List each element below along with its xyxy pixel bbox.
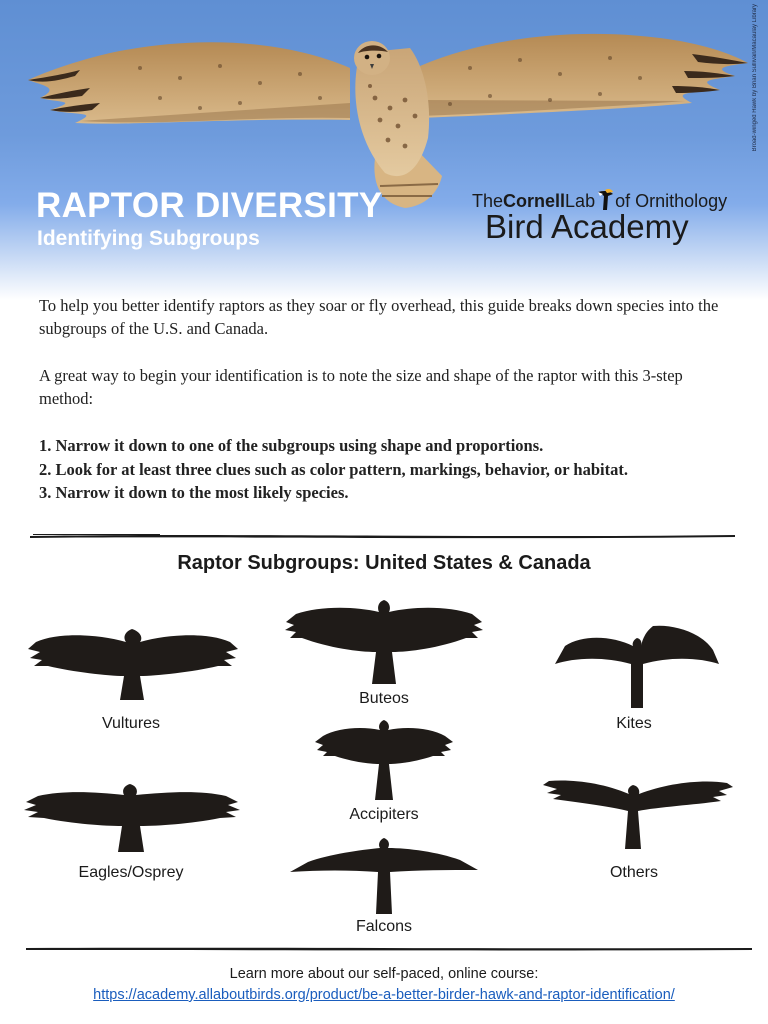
intro-paragraph: To help you better identify raptors as they soar or fly overhead, this guide breaks down species into the subgroups of the U.S. and Canada. [39,296,719,338]
buteo-silhouette [284,598,484,686]
bottom-divider [0,945,768,953]
course-link[interactable]: https://academy.allaboutbirds.org/product/be-a-better-birder-hawk-and-raptor-identification/ [93,987,675,1003]
steps-list [39,434,739,505]
page-title: RAPTOR DIVERSITY [36,186,383,225]
method-paragraph: A great way to begin your identification is to note the size and shape of the raptor with this 3-step method: [39,366,683,408]
falcon-silhouette [290,836,478,916]
label-kites: Kites [616,715,652,732]
label-accipiters: Accipiters [349,806,419,823]
logo-ornithology: of Ornithology [615,191,728,211]
accipiter-silhouette [315,718,453,802]
photo-credit: Broad-winged Hawk by Brian Sullivan/Macaulay Library [752,4,758,152]
label-eagles-osprey: Eagles/Osprey [78,864,184,881]
logo-the: The [472,191,504,211]
footer-text: Learn more about our self-paced, online course: [229,966,539,982]
header-banner [0,0,768,300]
page-subtitle: Identifying Subgroups [37,227,260,250]
cornell-bird-logo-icon [596,188,614,210]
bird-academy-wordmark: Bird Academy [485,208,689,245]
step-item: 3. Narrow it down to the most likely species. [39,483,349,502]
step-item: 1. Narrow it down to one of the subgroups using shape and proportions. [39,436,544,455]
label-others: Others [609,864,658,881]
other-raptor-silhouette [543,775,733,851]
top-divider [0,530,768,542]
logo-cornell: Cornell [503,191,566,211]
logo-lab: Lab [565,191,596,211]
step-item: 2. Look for at least three clues such as color pattern, markings, behavior, or habitat. [39,459,628,479]
vulture-silhouette [28,624,238,706]
kite-silhouette [553,618,721,710]
eagle-osprey-silhouette [24,782,240,854]
label-falcons: Falcons [355,918,413,935]
label-buteos: Buteos [359,690,409,707]
section-title: Raptor Subgroups: United States & Canada [177,552,591,574]
label-vultures: Vultures [101,715,161,732]
